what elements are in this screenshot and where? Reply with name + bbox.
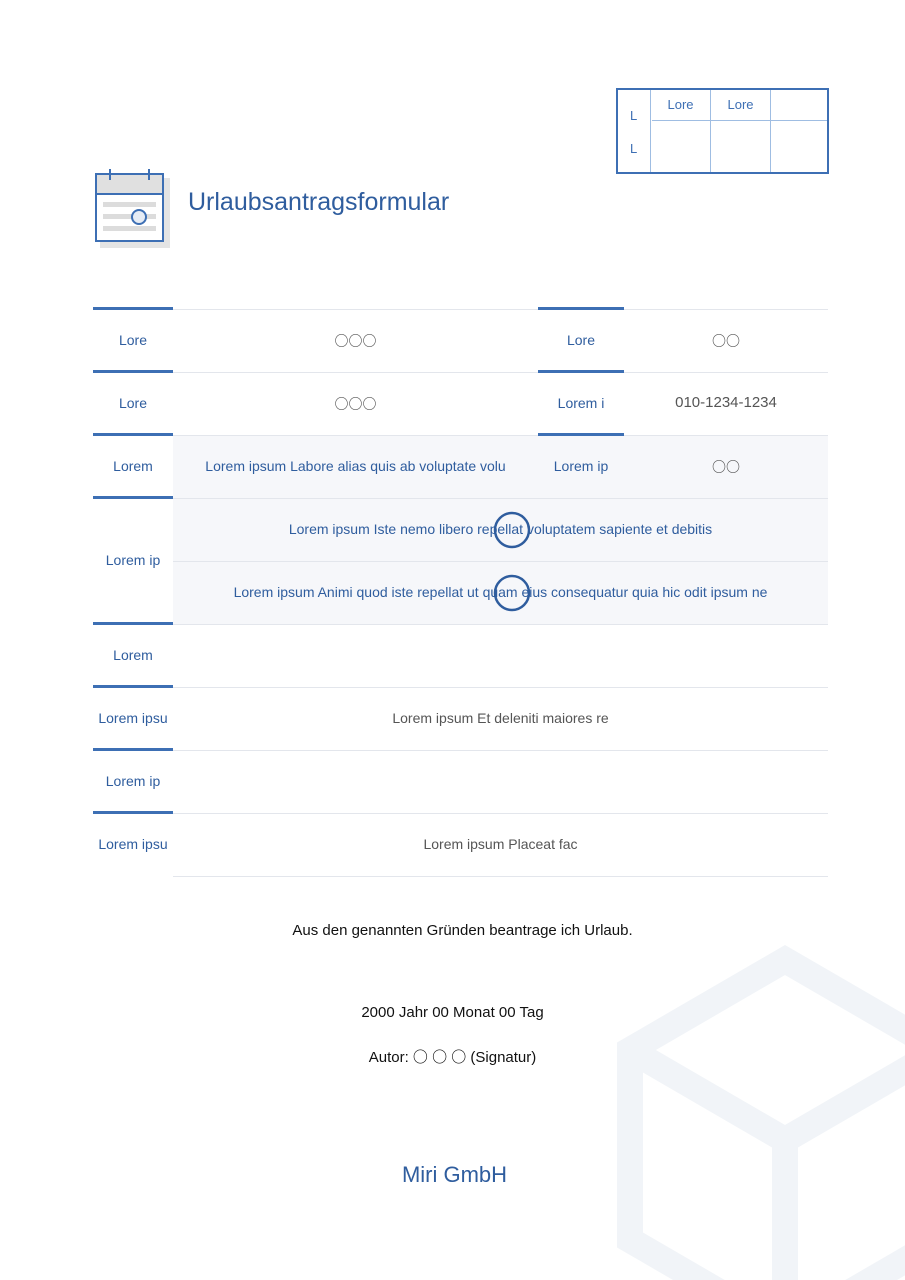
field-value-r6[interactable]: Lorem ipsum Et deleniti maiores re [392,710,609,726]
field-label-r2a: Lore [118,395,148,411]
watermark-cube [610,940,905,1280]
field-label-r2b: Lorem i [557,395,605,411]
circle-mark-1 [493,511,531,549]
field-label-r1a: Lore [118,332,148,348]
field-value-r4-line2[interactable]: Lorem ipsum Animi quod iste repellat ut quam eius consequatur quia hic odit ipsum ne [233,584,768,600]
approval-side-bottom: L [630,141,638,156]
field-label-r1b: Lore [566,332,596,348]
field-label-r5: Lorem [113,647,153,663]
statement-text: Aus den genannten Gründen beantrage ich Urlaub. [292,922,633,939]
field-value-phone[interactable]: 010-1234-1234 [675,394,777,411]
field-value-r1b[interactable]: 〇〇 [712,333,740,349]
approval-col2: Lore [727,97,754,112]
field-label-r7: Lorem ip [105,773,161,789]
field-label-r4: Lorem ip [105,552,161,568]
page-title: Urlaubsantragsformular [188,188,450,216]
approval-col1: Lore [667,97,694,112]
field-value-r3b[interactable]: 〇〇 [712,459,740,475]
field-label-r6: Lorem ipsu [98,710,168,726]
company-name: Miri GmbH [401,1162,508,1187]
circle-mark-2 [493,574,531,612]
date-text: 2000 Jahr 00 Monat 00 Tag [361,1004,544,1021]
field-value-r3a[interactable]: Lorem ipsum Labore alias quis ab voluptate volu [205,458,506,474]
field-value-r2a[interactable]: 〇〇〇 [334,396,377,412]
approval-side-top: L [630,108,638,123]
author-signature: Autor: 〇 〇 〇 (Signatur) [368,1049,537,1066]
field-label-r3b: Lorem ip [553,458,609,474]
field-value-r1a[interactable]: 〇〇〇 [334,333,377,349]
field-value-r8[interactable]: Lorem ipsum Placeat fac [423,836,578,852]
field-label-r8: Lorem ipsu [98,836,168,852]
field-value-r4-line1[interactable]: Lorem ipsum Iste nemo libero repellat voluptatem sapiente et debitis [288,521,713,537]
approval-table [616,88,829,174]
calendar-icon [94,168,170,248]
field-label-r3a: Lorem [113,458,153,474]
